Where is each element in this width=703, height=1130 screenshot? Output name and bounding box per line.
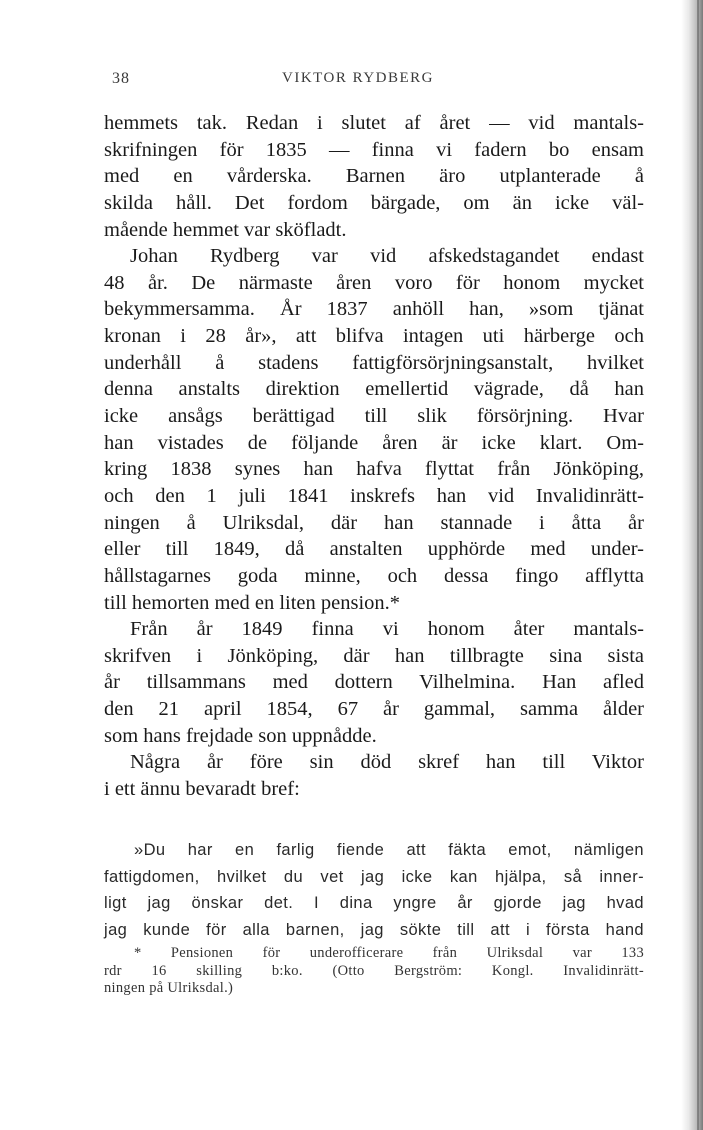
text-line: Johan Rydberg var vid afskedstagandet endast: [130, 245, 644, 268]
text-line: ningen å Ulriksdal, där han stannade i åtta år: [104, 511, 644, 534]
text-line: till hemorten med en liten pension.*: [104, 591, 401, 614]
text-line: skrifningen för 1835 — finna vi fadern bo ensam: [104, 138, 644, 161]
text-line: år tillsammans med dottern Vilhelmina. Han afled: [104, 671, 644, 694]
text-line: denna anstalts direktion emellertid vägrade, då han: [104, 378, 644, 401]
text-line: kronan i 28 år», att blifva intagen uti härberge och: [104, 325, 644, 348]
letter-line: »Du har en farlig fiende att fäkta emot, nämligen: [134, 841, 644, 859]
page-header: [112, 70, 642, 92]
page-edge-shadow: [681, 0, 703, 1130]
body-text: [104, 110, 644, 803]
text-line: den 21 april 1854, 67 år gammal, samma ålder: [104, 698, 644, 721]
letter-line: fattigdomen, hvilket du vet jag icke kan hjälpa, så inner-: [104, 867, 644, 886]
text-line: och den 1 juli 1841 inskrefs han vid Invalidinrätt-: [104, 484, 644, 507]
text-line: Några år före sin död skref han till Viktor: [130, 751, 644, 774]
text-line: kring 1838 synes han hafva flyttat från Jönköping,: [104, 458, 644, 481]
page-edge-line: [697, 0, 699, 1130]
footnote-line: ningen på Ulriksdal.): [104, 980, 234, 996]
letter-line: ligt jag önskar det. I dina yngre år gjorde jag hvad: [104, 894, 644, 912]
text-line: underhåll å stadens fattigförsörjningsanstalt, hvilket: [104, 351, 644, 374]
footnote: [104, 945, 644, 998]
letter-line: jag kunde för alla barnen, jag sökte till att i första hand: [104, 920, 644, 939]
text-line: skrifven i Jönköping, där han tillbragte sina sista: [104, 644, 644, 667]
text-line: eller till 1849, då anstalten upphörde med under-: [104, 538, 644, 561]
text-line: bekymmersamma. År 1837 anhöll han, »som tjänat: [104, 298, 644, 321]
text-line: skilda håll. Det fordom bärgade, om än icke väl-: [104, 191, 644, 214]
text-line: icke ansågs berättigad till slik försörjning. Hvar: [104, 405, 644, 428]
text-line: Från år 1849 finna vi honom åter mantals-: [130, 618, 644, 641]
text-line: han vistades de följande åren är icke klart. Om-: [104, 431, 644, 454]
text-line: med en vårderska. Barnen äro utplanterade å: [104, 165, 644, 188]
letter-quote: [104, 837, 644, 943]
text-line: hållstagarnes goda minne, och dessa fingo afflytta: [104, 564, 644, 587]
footnote-line: rdr 16 skilling b:ko. (Otto Bergström: Kongl. Invalidinrätt-: [104, 962, 644, 979]
footnote-line: * Pensionen för underofficerare från Ulriksdal var 133: [134, 945, 644, 961]
text-line: som hans frejdade son uppnådde.: [104, 724, 377, 747]
page-number: 38: [112, 70, 130, 87]
text-line: mående hemmet var sköfladt.: [104, 218, 347, 241]
text-line: hemmets tak. Redan i slutet af året — vid mantals-: [104, 112, 644, 134]
text-line: 48 år. De närmaste åren voro för honom mycket: [104, 271, 644, 294]
running-title: VIKTOR RYDBERG: [282, 70, 434, 86]
text-line: i ett ännu bevaradt bref:: [104, 778, 300, 801]
